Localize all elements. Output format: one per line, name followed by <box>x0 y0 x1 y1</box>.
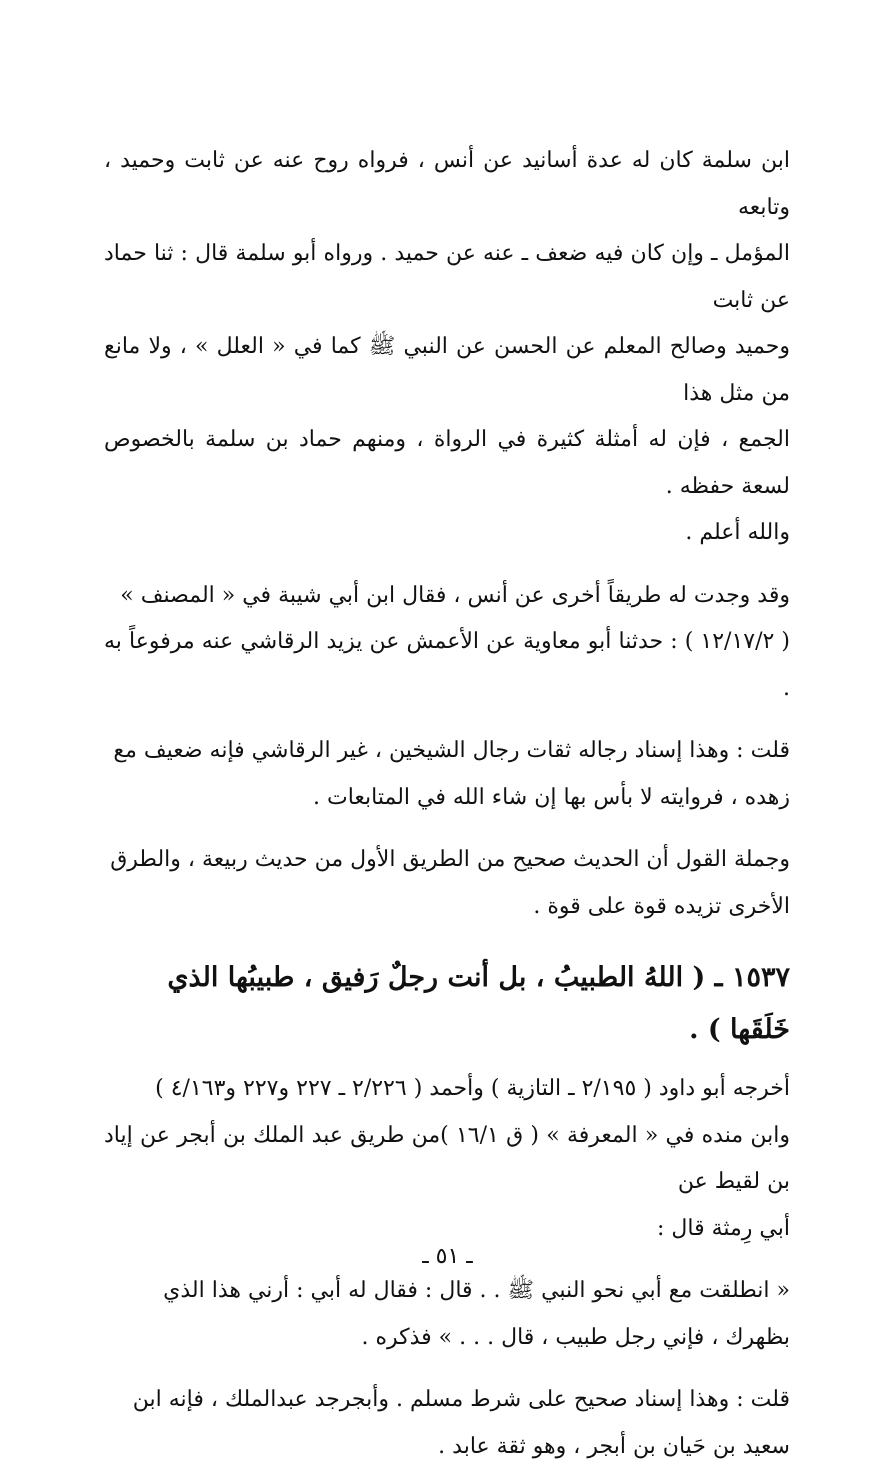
text-line: أخرجه أبو داود ( ٢/١٩٥ ـ التازية ) وأحمد ( ٢/٢٢٦ ـ ٢٢٧ و٢٢٧ و٤/١٦٣ ) <box>104 1066 790 1113</box>
paragraph-another-route <box>104 573 790 713</box>
paragraph-isnad-comment <box>104 728 790 821</box>
text-line: وحميد وصالح المعلم عن الحسن عن النبي ﷺ كما في « العلل » ، ولا مانع من مثل هذا <box>104 324 790 417</box>
heading-line: خَلَقَها ) . <box>104 1004 790 1056</box>
text-line: الأخرى تزيده قوة على قوة . <box>104 884 790 931</box>
text-line: « انطلقت مع أبي نحو النبي ﷺ . . قال : فقال له أبي : أرني هذا الذي <box>104 1268 790 1315</box>
page-body <box>104 138 790 1470</box>
page-number: ـ ٥١ ـ <box>0 1244 895 1269</box>
text-line: والله أعلم . <box>104 510 790 557</box>
text-line: ابن سلمة كان له عدة أسانيد عن أنس ، فرواه روح عنه عن ثابت وحميد ، وتابعه <box>104 138 790 231</box>
text-line: المؤمل ـ وإن كان فيه ضعف ـ عنه عن حميد . ورواه أبو سلمة قال : ثنا حماد عن ثابت <box>104 231 790 324</box>
text-line: زهده ، فروايته لا بأس بها إن شاء الله في المتابعات . <box>104 775 790 822</box>
text-line: قلت : وهذا إسناد رجاله ثقات رجال الشيخين ، غير الرقاشي فإنه ضعيف مع <box>104 728 790 775</box>
text-line: بظهرك ، فإني رجل طبيب ، قال . . . » فذكره . <box>104 1315 790 1362</box>
text-line: ( ١٢/١٧/٢ ) : حدثنا أبو معاوية عن الأعمش عن يزيد الرقاشي عنه مرفوعاً به . <box>104 619 790 712</box>
paragraph-final-comment <box>104 1377 790 1470</box>
text-line: قلت : وهذا إسناد صحيح على شرط مسلم . وأبجرجد عبدالملك ، فإنه ابن <box>104 1377 790 1424</box>
paragraph-continuation <box>104 138 790 557</box>
text-line: وجملة القول أن الحديث صحيح من الطريق الأول من حديث ربيعة ، والطرق <box>104 837 790 884</box>
text-line: وابن منده في « المعرفة » ( ق ١٦/١ )من طريق عبد الملك بن أبجر عن إياد بن لقيط عن <box>104 1113 790 1206</box>
heading-line: ١٥٣٧ ـ ( اللهُ الطبيبُ ، بل أنت رجلٌ رَفيق ، طبيبُها الذي <box>104 952 790 1004</box>
paragraph-hadith-text <box>104 1268 790 1361</box>
text-line: الجمع ، فإن له أمثلة كثيرة في الرواة ، ومنهم حماد بن سلمة بالخصوص لسعة حفظه . <box>104 417 790 510</box>
paragraph-conclusion <box>104 837 790 930</box>
hadith-heading <box>104 952 790 1056</box>
paragraph-takhrij <box>104 1066 790 1252</box>
text-line: سعيد بن حَيان بن أبجر ، وهو ثقة عابد . <box>104 1424 790 1470</box>
text-line: وقد وجدت له طريقاً أخرى عن أنس ، فقال ابن أبي شيبة في « المصنف » <box>104 573 790 620</box>
text-line: أبي رِمثة قال : <box>104 1206 790 1253</box>
